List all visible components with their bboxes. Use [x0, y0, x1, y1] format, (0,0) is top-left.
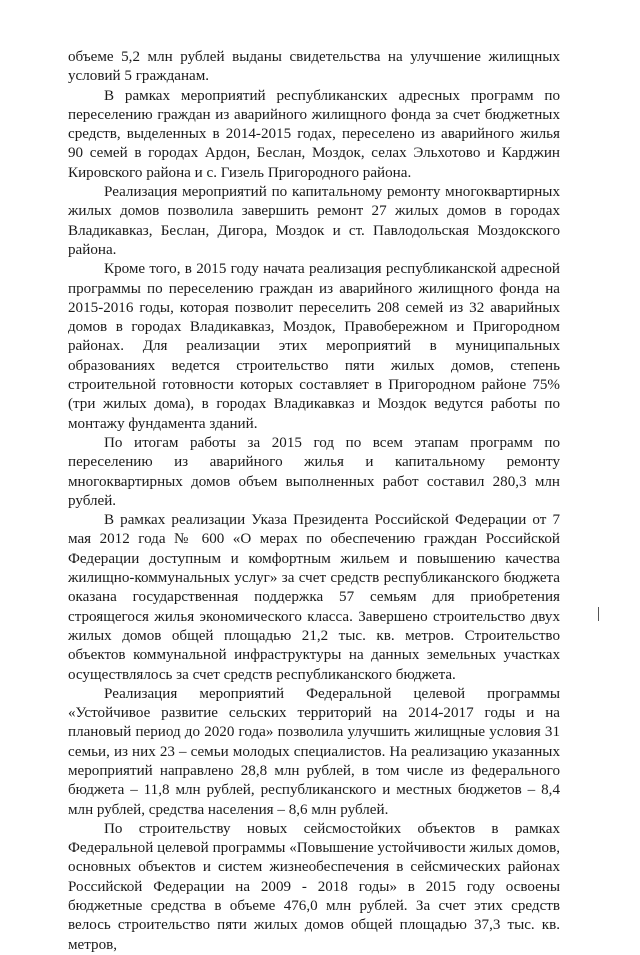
- paragraph-2: В рамках мероприятий республиканских адресных программ по переселению граждан из аварийного жилищного фонда за счет бюджетных средств, выделенных в 2014-2015 годах, переселено из аварийного жилья 90 семей в городах Ардон, Беслан, Моздок, селах Эльхотово и Карджин Кировского района и с. Гизель Пригородного района.: [68, 87, 560, 181]
- paragraph-3: Реализация мероприятий по капитальному ремонту многоквартирных жилых домов позволила завершить ремонт 27 жилых домов в городах Владикавказ, Беслан, Дигора, Моздок и ст. Павлодольская Моздокского района.: [68, 184, 560, 258]
- paragraph-6: В рамках реализации Указа Президента Российской Федерации от 7 мая 2012 года № 600 «О мерах по обеспечению граждан Российской Федерации доступным и комфортным жильем и повышению качества жилищно-коммунальных услуг» за счет средств республиканского бюджета оказана государственная поддержка 57 семьям для приобретения строящегося жилья экономического класса. Завершено строительство двух жилых домов общей площадью 21,2 тыс. кв. метров. Строительство объектов коммунальной инфраструктуры на данных земельных участках осуществлялось за счет средств республиканского бюджета.: [68, 512, 560, 683]
- paragraph-7: Реализация мероприятий Федеральной целевой программы «Устойчивое развитие сельских территорий на 2014-2017 годы и на плановый период до 2020 года» позволила улучшить жилищные условия 31 семьи, из них 23 – семьи молодых специалистов. На реализацию указанных мероприятий направлено 28,8 млн рублей, в том числе из федерального бюджета – 11,8 млн рублей, республиканского и местных бюджетов – 8,4 млн рублей, средства населения – 8,6 млн рублей.: [68, 685, 560, 818]
- paragraph-5: По итогам работы за 2015 год по всем этапам программ по переселению из аварийного жилья и капитальному ремонту многоквартирных домов объем выполненных работ составил 280,3 млн рублей.: [68, 434, 560, 509]
- document-page: [68, 48, 560, 955]
- paragraph-4: Кроме того, в 2015 году начата реализация республиканской адресной программы по переселению граждан из аварийного жилищного фонда на 2015-2016 годы, которая позволит переселить 208 семей из 32 аварийных домов в городах Владикавказ, Моздок, Правобережном и Пригородном районах. Для реализации этих мероприятий в муниципальных образованиях ведется строительство пяти жилых домов, степень строительной готовности которых составляет в Пригородном районе 75% (три жилых дома), в городах Владикавказ и Моздок ведутся работы по монтажу фундамента зданий.: [68, 261, 560, 432]
- margin-mark: [598, 607, 599, 621]
- paragraph-1: объеме 5,2 млн рублей выданы свидетельства на улучшение жилищных условий 5 гражданам.: [68, 49, 560, 85]
- paragraph-8: По строительству новых сейсмостойких объектов в рамках Федеральной целевой программы «Повышение устойчивости жилых домов, основных объектов и систем жизнеобеспечения в сейсмических районах Российской Федерации на 2009 - 2018 годы» в 2015 году освоены бюджетные средства в объеме 476,0 млн рублей. За счет этих средств велось строительство пяти жилых домов общей площадью 37,3 тыс. кв. метров,: [68, 820, 560, 953]
